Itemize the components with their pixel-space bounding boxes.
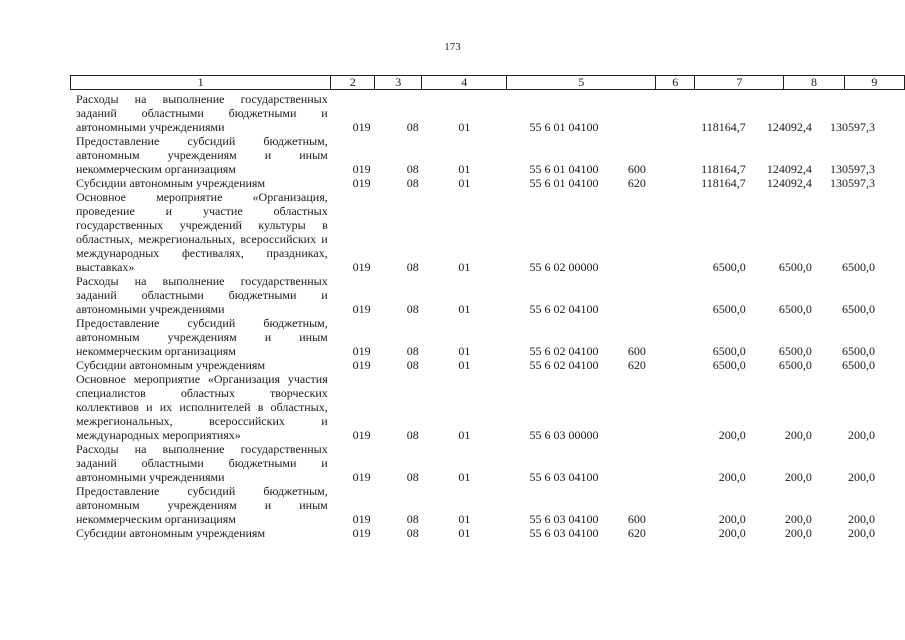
row-target-article: 55 6 02 04100 — [529, 302, 599, 316]
row-amount-year-3: 6500,0 — [841, 302, 875, 316]
column-header-7: 7 — [695, 76, 784, 90]
row-amount-year-2: 124092,4 — [766, 120, 812, 134]
column-header-8: 8 — [784, 76, 844, 90]
row-target-article: 55 6 01 04100 — [529, 162, 599, 176]
row-amount-year-2: 200,0 — [784, 512, 812, 526]
row-section-code: 08 — [406, 344, 419, 358]
row-amount-year-3: 130597,3 — [829, 120, 875, 134]
row-subsection-code: 01 — [458, 344, 471, 358]
column-header-3: 3 — [375, 76, 422, 90]
table-row — [70, 358, 875, 372]
row-target-article: 55 6 01 04100 — [529, 120, 599, 134]
row-subsection-code: 01 — [458, 260, 471, 274]
row-amount-year-1: 200,0 — [718, 512, 746, 526]
column-header-5: 5 — [507, 76, 656, 90]
row-admin-code: 019 — [352, 344, 371, 358]
column-header-table — [70, 75, 905, 90]
row-amount-year-2: 6500,0 — [778, 344, 812, 358]
row-section-code: 08 — [406, 526, 419, 540]
row-section-code: 08 — [406, 512, 419, 526]
row-amount-year-3: 200,0 — [847, 470, 875, 484]
row-subsection-code: 01 — [458, 428, 471, 442]
row-admin-code: 019 — [352, 162, 371, 176]
table-row — [70, 316, 875, 358]
row-amount-year-1: 118164,7 — [701, 176, 746, 190]
row-amount-year-2: 124092,4 — [766, 176, 812, 190]
row-subsection-code: 01 — [458, 358, 471, 372]
row-subsection-code: 01 — [458, 120, 471, 134]
row-admin-code: 019 — [352, 526, 371, 540]
row-admin-code: 019 — [352, 428, 371, 442]
row-amount-year-1: 118164,7 — [701, 120, 746, 134]
row-subsection-code: 01 — [458, 302, 471, 316]
row-amount-year-1: 200,0 — [718, 428, 746, 442]
row-amount-year-1: 118164,7 — [701, 162, 746, 176]
row-section-code: 08 — [406, 302, 419, 316]
row-target-article: 55 6 03 04100 — [529, 470, 599, 484]
column-header-2: 2 — [331, 76, 375, 90]
column-header-4: 4 — [422, 76, 507, 90]
row-amount-year-1: 200,0 — [718, 470, 746, 484]
row-amount-year-3: 6500,0 — [841, 260, 875, 274]
row-admin-code: 019 — [352, 176, 371, 190]
row-expense-type: 620 — [627, 176, 646, 190]
table-row — [70, 372, 875, 442]
row-target-article: 55 6 02 00000 — [529, 260, 599, 274]
row-admin-code: 019 — [352, 302, 371, 316]
row-amount-year-1: 200,0 — [718, 526, 746, 540]
row-description: Субсидии автономным учреждениям — [76, 176, 266, 190]
row-description: Расходы на выполнение государственных заданий областными бюджетными и автономными учреждениями — [76, 442, 328, 484]
row-admin-code: 019 — [352, 260, 371, 274]
row-subsection-code: 01 — [458, 470, 471, 484]
row-amount-year-3: 200,0 — [847, 428, 875, 442]
row-description: Субсидии автономным учреждениям — [76, 358, 266, 372]
page-number: 173 — [444, 41, 461, 53]
table-body — [70, 92, 875, 540]
row-section-code: 08 — [406, 162, 419, 176]
row-expense-type: 600 — [627, 344, 646, 358]
row-amount-year-2: 6500,0 — [778, 302, 812, 316]
row-target-article: 55 6 03 04100 — [529, 512, 599, 526]
row-amount-year-2: 200,0 — [784, 470, 812, 484]
table-row — [70, 484, 875, 526]
row-subsection-code: 01 — [458, 162, 471, 176]
row-description: Основное мероприятие «Организация, проведение и участие областных государственных учреждений культуры в областных, межрегиональных, всероссийских и международных фестивалях, праздниках, выставках» — [76, 190, 328, 274]
row-subsection-code: 01 — [458, 176, 471, 190]
row-amount-year-3: 200,0 — [847, 526, 875, 540]
row-target-article: 55 6 03 04100 — [529, 526, 599, 540]
row-section-code: 08 — [406, 260, 419, 274]
row-admin-code: 019 — [352, 358, 371, 372]
table-row — [70, 274, 875, 316]
row-admin-code: 019 — [352, 470, 371, 484]
row-amount-year-1: 6500,0 — [712, 260, 746, 274]
row-expense-type: 600 — [627, 512, 646, 526]
row-description: Предоставление субсидий бюджетным, автономным учреждениям и иным некоммерческим организациям — [76, 484, 328, 526]
row-target-article: 55 6 03 00000 — [529, 428, 599, 442]
row-description: Предоставление субсидий бюджетным, автономным учреждениям и иным некоммерческим организациям — [76, 316, 328, 358]
row-admin-code: 019 — [352, 120, 371, 134]
row-amount-year-3: 6500,0 — [841, 344, 875, 358]
table-row — [70, 92, 875, 134]
table-row — [70, 442, 875, 484]
row-subsection-code: 01 — [458, 526, 471, 540]
row-amount-year-2: 200,0 — [784, 526, 812, 540]
row-description: Субсидии автономным учреждениям — [76, 526, 266, 540]
row-target-article: 55 6 01 04100 — [529, 176, 599, 190]
column-header-9: 9 — [844, 76, 904, 90]
row-amount-year-3: 130597,3 — [829, 162, 875, 176]
row-section-code: 08 — [406, 176, 419, 190]
column-header-6: 6 — [656, 76, 695, 90]
table-row — [70, 190, 875, 274]
row-amount-year-3: 6500,0 — [841, 358, 875, 372]
row-description: Предоставление субсидий бюджетным, автономным учреждениям и иным некоммерческим организациям — [76, 134, 328, 176]
table-row — [70, 134, 875, 176]
row-target-article: 55 6 02 04100 — [529, 358, 599, 372]
row-section-code: 08 — [406, 428, 419, 442]
row-target-article: 55 6 02 04100 — [529, 344, 599, 358]
column-header-row — [71, 76, 905, 90]
row-description: Расходы на выполнение государственных заданий областными бюджетными и автономными учреждениями — [76, 274, 328, 316]
table-row — [70, 176, 875, 190]
row-description: Расходы на выполнение государственных заданий областными бюджетными и автономными учреждениями — [76, 92, 328, 134]
row-amount-year-2: 6500,0 — [778, 260, 812, 274]
row-amount-year-2: 200,0 — [784, 428, 812, 442]
row-section-code: 08 — [406, 358, 419, 372]
row-subsection-code: 01 — [458, 512, 471, 526]
row-amount-year-2: 124092,4 — [766, 162, 812, 176]
row-expense-type: 620 — [627, 358, 646, 372]
table-row — [70, 526, 875, 540]
row-section-code: 08 — [406, 120, 419, 134]
row-amount-year-1: 6500,0 — [712, 358, 746, 372]
column-header-1: 1 — [71, 76, 331, 90]
row-amount-year-1: 6500,0 — [712, 344, 746, 358]
row-amount-year-3: 200,0 — [847, 512, 875, 526]
row-section-code: 08 — [406, 470, 419, 484]
row-expense-type: 620 — [627, 526, 646, 540]
row-description: Основное мероприятие «Организация участия специалистов областных творческих коллективов и их исполнителей в областных, межрегиональных, всероссийских и международных мероприятиях» — [76, 372, 328, 442]
row-admin-code: 019 — [352, 512, 371, 526]
row-amount-year-1: 6500,0 — [712, 302, 746, 316]
row-amount-year-3: 130597,3 — [829, 176, 875, 190]
row-amount-year-2: 6500,0 — [778, 358, 812, 372]
row-expense-type: 600 — [627, 162, 646, 176]
